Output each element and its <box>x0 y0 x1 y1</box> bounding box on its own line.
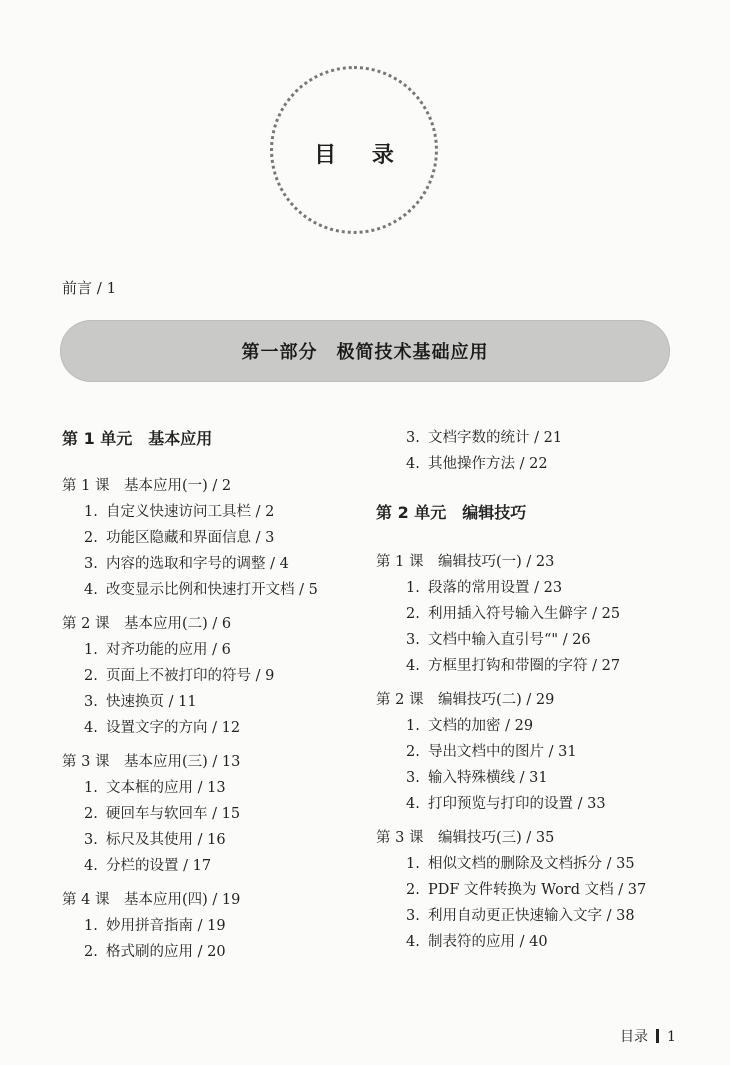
toc-item: 1. 自定义快速访问工具栏 / 2 <box>84 504 275 520</box>
preface-entry: 前言 / 1 <box>62 279 117 297</box>
page-title: 目 录 <box>314 142 408 168</box>
unit-heading: 第 1 单元 基本应用 <box>62 429 213 448</box>
toc-item: 3. 输入特殊横线 / 31 <box>406 770 548 786</box>
toc-item: 1. 文本框的应用 / 13 <box>84 780 226 796</box>
page-footer <box>620 1026 676 1046</box>
toc-item: 1. 文档的加密 / 29 <box>406 718 534 734</box>
lesson-heading: 第 2 课 基本应用(二) / 6 <box>62 616 232 632</box>
toc-item: 1. 妙用拼音指南 / 19 <box>84 918 226 934</box>
toc-item: 4. 分栏的设置 / 17 <box>84 858 212 874</box>
toc-item: 2. 功能区隐藏和界面信息 / 3 <box>84 530 275 546</box>
lesson-heading: 第 1 课 基本应用(一) / 2 <box>62 478 232 494</box>
lesson-heading: 第 1 课 编辑技巧(一) / 23 <box>376 554 555 570</box>
toc-item: 4. 打印预览与打印的设置 / 33 <box>406 796 606 812</box>
toc-item: 3. 文档字数的统计 / 21 <box>406 430 563 446</box>
toc-item: 3. 文档中输入直引号“" / 26 <box>406 632 591 648</box>
toc-item: 2. 导出文档中的图片 / 31 <box>406 744 577 760</box>
toc-item: 4. 制表符的应用 / 40 <box>406 934 548 950</box>
part-banner: 第一部分 极简技术基础应用 <box>60 320 670 382</box>
unit-heading: 第 2 单元 编辑技巧 <box>376 503 527 522</box>
toc-item: 3. 标尺及其使用 / 16 <box>84 832 226 848</box>
footer-divider <box>656 1029 659 1043</box>
toc-item: 2. 页面上不被打印的符号 / 9 <box>84 668 275 684</box>
toc-item: 4. 设置文字的方向 / 12 <box>84 720 241 736</box>
toc-item: 4. 其他操作方法 / 22 <box>406 456 548 472</box>
lesson-heading: 第 2 课 编辑技巧(二) / 29 <box>376 692 555 708</box>
page-number: 1 <box>667 1029 676 1045</box>
footer-label: 目录 <box>620 1029 648 1045</box>
toc-item: 4. 方框里打钩和带圈的字符 / 27 <box>406 658 621 674</box>
toc-item: 3. 内容的选取和字号的调整 / 4 <box>84 556 289 572</box>
toc-item: 1. 相似文档的删除及文档拆分 / 35 <box>406 856 635 872</box>
toc-item: 3. 利用自动更正快速输入文字 / 38 <box>406 908 635 924</box>
toc-item: 2. 格式刷的应用 / 20 <box>84 944 226 960</box>
toc-item: 2. 利用插入符号输入生僻字 / 25 <box>406 606 621 622</box>
toc-item: 2. PDF 文件转换为 Word 文档 / 37 <box>406 882 647 898</box>
lesson-heading: 第 3 课 编辑技巧(三) / 35 <box>376 830 555 846</box>
toc-item: 3. 快速换页 / 11 <box>84 694 197 710</box>
toc-item: 2. 硬回车与软回车 / 15 <box>84 806 241 822</box>
toc-item: 1. 段落的常用设置 / 23 <box>406 580 563 596</box>
lesson-heading: 第 3 课 基本应用(三) / 13 <box>62 754 241 770</box>
toc-item: 4. 改变显示比例和快速打开文档 / 5 <box>84 582 318 598</box>
lesson-heading: 第 4 课 基本应用(四) / 19 <box>62 892 241 908</box>
toc-item: 1. 对齐功能的应用 / 6 <box>84 642 231 658</box>
